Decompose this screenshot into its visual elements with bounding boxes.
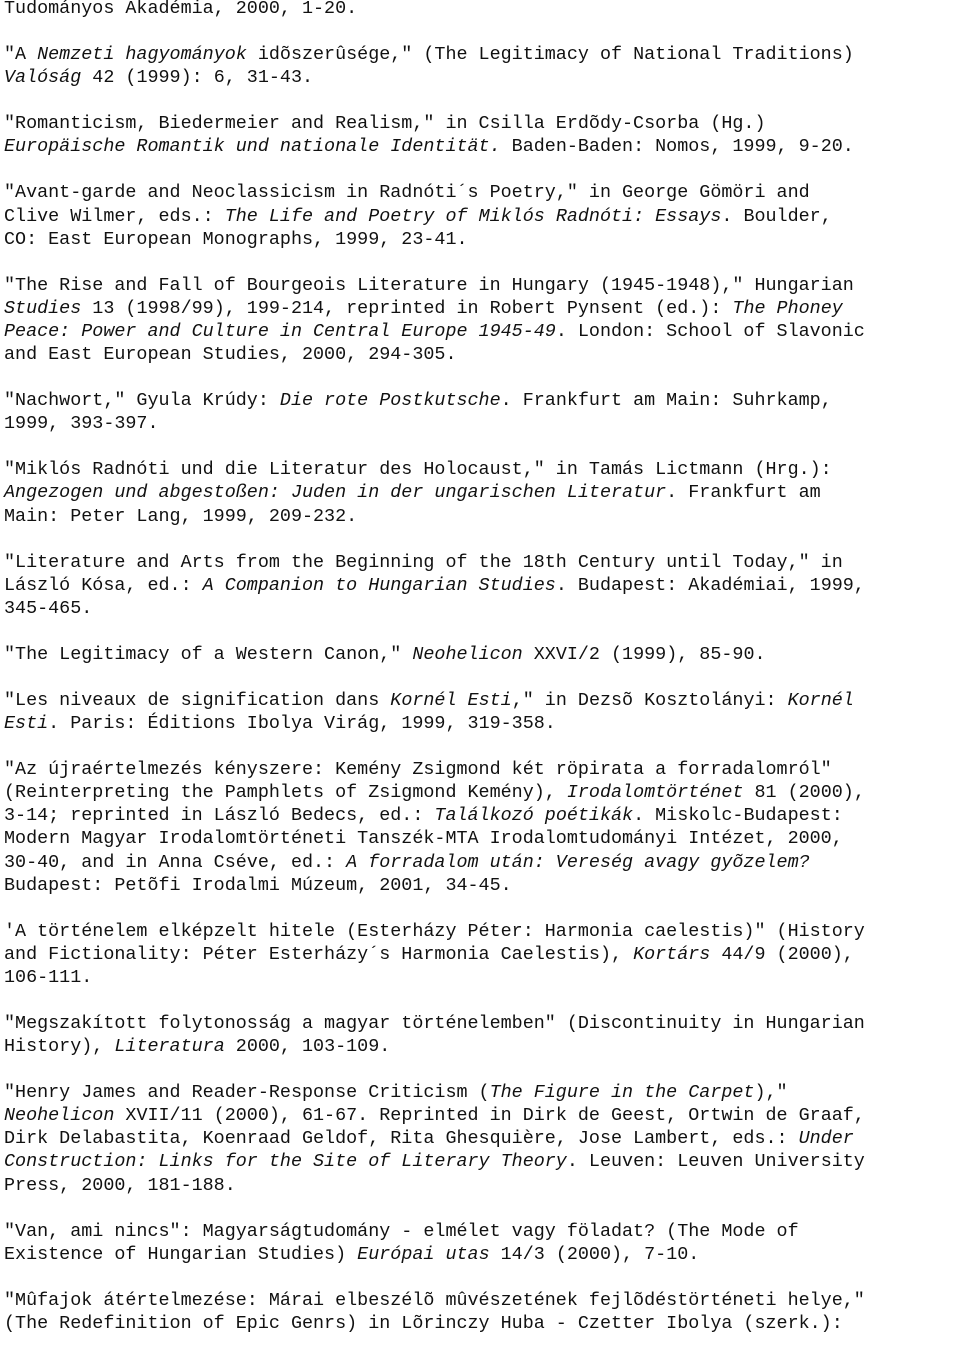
bibliography-entry <box>4 1012 960 1058</box>
citation-text: "Mûfajok átértelmezése: Márai elbeszélõ mûvészetének fejlõdéstörténeti helye," <box>4 1289 865 1311</box>
entry-line <box>4 1243 960 1266</box>
citation-text: 345-465. <box>4 597 93 619</box>
italic-title-text: Studies <box>4 297 82 319</box>
italic-title-text: A forradalom után: Vereség avagy gyõzelem? <box>346 851 810 873</box>
entry-line <box>4 205 960 228</box>
citation-text: Main: Peter Lang, 1999, 209-232. <box>4 505 358 527</box>
entry-line <box>4 297 960 320</box>
entry-line <box>4 274 960 297</box>
entry-line <box>4 1312 960 1335</box>
citation-text: "Literature and Arts from the Beginning of the 18th Century until Today," in <box>4 551 843 573</box>
bibliography-entry <box>4 389 960 435</box>
bibliography-entry <box>4 43 960 89</box>
citation-text: 30-40, and in Anna Cséve, ed.: <box>4 851 347 873</box>
italic-title-text: The Phoney <box>732 297 843 319</box>
citation-text: XXVI/2 (1999), 85-90. <box>522 643 766 665</box>
italic-title-text: A Companion to Hungarian Studies <box>202 574 556 596</box>
entry-line <box>4 758 960 781</box>
citation-text: )," <box>754 1082 788 1104</box>
entry-line <box>4 1035 960 1058</box>
citation-text: . Budapest: Akadémiai, 1999, <box>555 574 865 596</box>
entry-line <box>4 505 960 528</box>
italic-title-text: Kornél <box>787 689 854 711</box>
citation-text: "Megszakított folytonosság a magyar történelemben" (Discontinuity in Hungarian <box>4 1013 865 1034</box>
italic-title-text: Construction: Links for the Site of Literary Theory <box>4 1151 567 1173</box>
italic-title-text: Neohelicon <box>412 643 523 665</box>
italic-title-text: Kornél Esti <box>390 689 512 711</box>
entry-line <box>4 827 960 850</box>
citation-text: "A <box>4 44 38 66</box>
citation-text: Baden-Baden: Nomos, 1999, 9-20. <box>500 136 854 158</box>
citation-text: Press, 2000, 181-188. <box>4 1174 236 1196</box>
entry-line <box>4 920 960 943</box>
italic-title-text: Europäische Romantik und nationale Identität. <box>4 136 501 158</box>
entry-line <box>4 874 960 897</box>
bibliography-entry <box>4 0 960 20</box>
entry-line <box>4 643 960 666</box>
entry-line <box>4 1127 960 1150</box>
bibliography-entry <box>4 458 960 527</box>
entry-line <box>4 320 960 343</box>
bibliography-entry <box>4 1220 960 1266</box>
entry-line <box>4 481 960 504</box>
citation-text: László Kósa, ed.: <box>4 574 203 596</box>
entry-line <box>4 574 960 597</box>
citation-text: 2000, 103-109. <box>224 1036 391 1058</box>
citation-text: Modern Magyar Irodalomtörténeti Tanszék-MTA Irodalomtudományi Intézet, 2000, <box>4 828 843 850</box>
italic-title-text: The Life and Poetry of Miklós Radnóti: Essays <box>224 205 722 227</box>
citation-text: Budapest: Petõfi Irodalmi Múzeum, 2001, 34-45. <box>4 874 512 896</box>
citation-text: . Paris: Éditions Ibolya Virág, 1999, 319-358. <box>48 713 556 735</box>
citation-text: "The Rise and Fall of Bourgeois Literature in Hungary (1945-1948)," Hungarian <box>4 274 854 296</box>
entry-line <box>4 1150 960 1173</box>
citation-text: 14/3 (2000), 7-10. <box>489 1243 700 1265</box>
citation-text: "The Legitimacy of a Western Canon," <box>4 643 413 665</box>
entry-line <box>4 1289 960 1312</box>
entry-line <box>4 343 960 366</box>
citation-text: 13 (1998/99), 199-214, reprinted in Robert Pynsent (ed.): <box>81 297 733 319</box>
citation-text: "Henry James and Reader-Response Criticism ( <box>4 1082 490 1104</box>
citation-text: "Les niveaux de signification dans <box>4 689 391 711</box>
citation-text: "Miklós Radnóti und die Literatur des Holocaust," in Tamás Lictmann (Hrg.): <box>4 459 832 481</box>
entry-line <box>4 228 960 251</box>
italic-title-text: Valóság <box>4 67 82 89</box>
entry-line <box>4 112 960 135</box>
entry-line <box>4 966 960 989</box>
italic-title-text: Kortárs <box>633 943 711 965</box>
citation-text: . Frankfurt am <box>666 482 821 504</box>
citation-text: "Az újraértelmezés kényszere: Kemény Zsigmond két röpirata a forradalomról" <box>4 759 832 781</box>
italic-title-text: Angezogen und abgestoßen: Juden in der ungarischen Literatur <box>4 482 667 504</box>
italic-title-text: Die rote Postkutsche <box>279 390 501 412</box>
citation-text: 1999, 393-397. <box>4 413 159 435</box>
bibliography-entry <box>4 758 960 897</box>
bibliography-page <box>4 0 960 1358</box>
citation-text: Dirk Delabastita, Koenraad Geldof, Rita Ghesquière, Jose Lambert, eds.: <box>4 1128 799 1150</box>
bibliography-entry <box>4 274 960 366</box>
entry-line <box>4 135 960 158</box>
entry-line <box>4 1012 960 1035</box>
italic-title-text: Literatura <box>114 1036 225 1058</box>
bibliography-entry <box>4 643 960 666</box>
citation-text: . London: School of Slavonic <box>555 320 865 342</box>
entry-line <box>4 1081 960 1104</box>
bibliography-entry <box>4 112 960 158</box>
entry-line <box>4 804 960 827</box>
bibliography-entry <box>4 1081 960 1196</box>
italic-title-text: Találkozó poétikák <box>434 805 634 827</box>
citation-text: 44/9 (2000), <box>710 943 854 965</box>
citation-text: Tudományos Akadémia, 2000, 1-20. <box>4 0 358 19</box>
italic-title-text: Esti <box>4 713 49 735</box>
citation-text: 81 (2000), <box>743 782 865 804</box>
entry-line <box>4 712 960 735</box>
italic-title-text: Nemzeti hagyományok <box>37 44 247 66</box>
bibliography-entry <box>4 920 960 989</box>
citation-text: XVII/11 (2000), 61-67. Reprinted in Dirk de Geest, Ortwin de Graaf, <box>114 1105 865 1127</box>
citation-text: CO: East European Monographs, 1999, 23-41. <box>4 228 468 250</box>
entry-line <box>4 781 960 804</box>
entry-line <box>4 551 960 574</box>
entry-line <box>4 181 960 204</box>
bibliography-entry <box>4 551 960 620</box>
citation-text: . Frankfurt am Main: Suhrkamp, <box>500 390 832 412</box>
italic-title-text: Under <box>798 1128 854 1150</box>
citation-text: Existence of Hungarian Studies) <box>4 1243 358 1265</box>
citation-text: 'A történelem elképzelt hitele (Esterházy Péter: Harmonia caelestis)" (History <box>4 920 865 942</box>
citation-text: and Fictionality: Péter Esterházy´s Harmonia Caelestis), <box>4 943 634 965</box>
citation-text: Clive Wilmer, eds.: <box>4 205 225 227</box>
citation-text: "Avant-garde and Neoclassicism in Radnóti´s Poetry," in George Gömöri and <box>4 182 810 204</box>
citation-text: idõszerûsége," (The Legitimacy of National Traditions) <box>246 44 854 66</box>
bibliography-entry <box>4 181 960 250</box>
entry-line <box>4 458 960 481</box>
citation-text: 106-111. <box>4 966 93 988</box>
italic-title-text: Neohelicon <box>4 1105 115 1127</box>
citation-text: 3-14; reprinted in László Bedecs, ed.: <box>4 805 435 827</box>
citation-text: "Romanticism, Biedermeier and Realism," in Csilla Erdõdy-Csorba (Hg.) <box>4 113 766 135</box>
entry-line <box>4 66 960 89</box>
citation-text: 42 (1999): 6, 31-43. <box>81 67 314 89</box>
entry-line <box>4 389 960 412</box>
entry-line <box>4 851 960 874</box>
citation-text: (The Redefinition of Epic Genrs) in Lõrinczy Huba - Czetter Ibolya (szerk.): <box>4 1312 843 1334</box>
entry-line <box>4 1220 960 1243</box>
bibliography-entry <box>4 689 960 735</box>
italic-title-text: Irodalomtörténet <box>566 782 744 804</box>
citation-text: and East European Studies, 2000, 294-305. <box>4 344 457 366</box>
citation-text: . Boulder, <box>721 205 832 227</box>
entry-line <box>4 43 960 66</box>
entry-line <box>4 689 960 712</box>
entry-line <box>4 0 960 20</box>
entry-line <box>4 1174 960 1197</box>
entry-line <box>4 1104 960 1127</box>
bibliography-entry <box>4 1289 960 1335</box>
citation-text: "Nachwort," Gyula Krúdy: <box>4 390 280 412</box>
citation-text: . Leuven: Leuven University <box>566 1151 865 1173</box>
citation-text: (Reinterpreting the Pamphlets of Zsigmond Kemény), <box>4 782 567 804</box>
citation-text: ," in Dezsõ Kosztolányi: <box>511 689 788 711</box>
citation-text: . Miskolc-Budapest: <box>633 805 843 827</box>
italic-title-text: The Figure in the Carpet <box>489 1082 755 1104</box>
citation-text: History), <box>4 1036 115 1058</box>
italic-title-text: Európai utas <box>357 1243 490 1265</box>
citation-text: "Van, ami nincs": Magyarságtudomány - elmélet vagy föladat? (The Mode of <box>4 1220 799 1242</box>
entry-line <box>4 597 960 620</box>
entry-line <box>4 412 960 435</box>
entry-line <box>4 943 960 966</box>
italic-title-text: Peace: Power and Culture in Central Europe 1945-49 <box>4 320 556 342</box>
